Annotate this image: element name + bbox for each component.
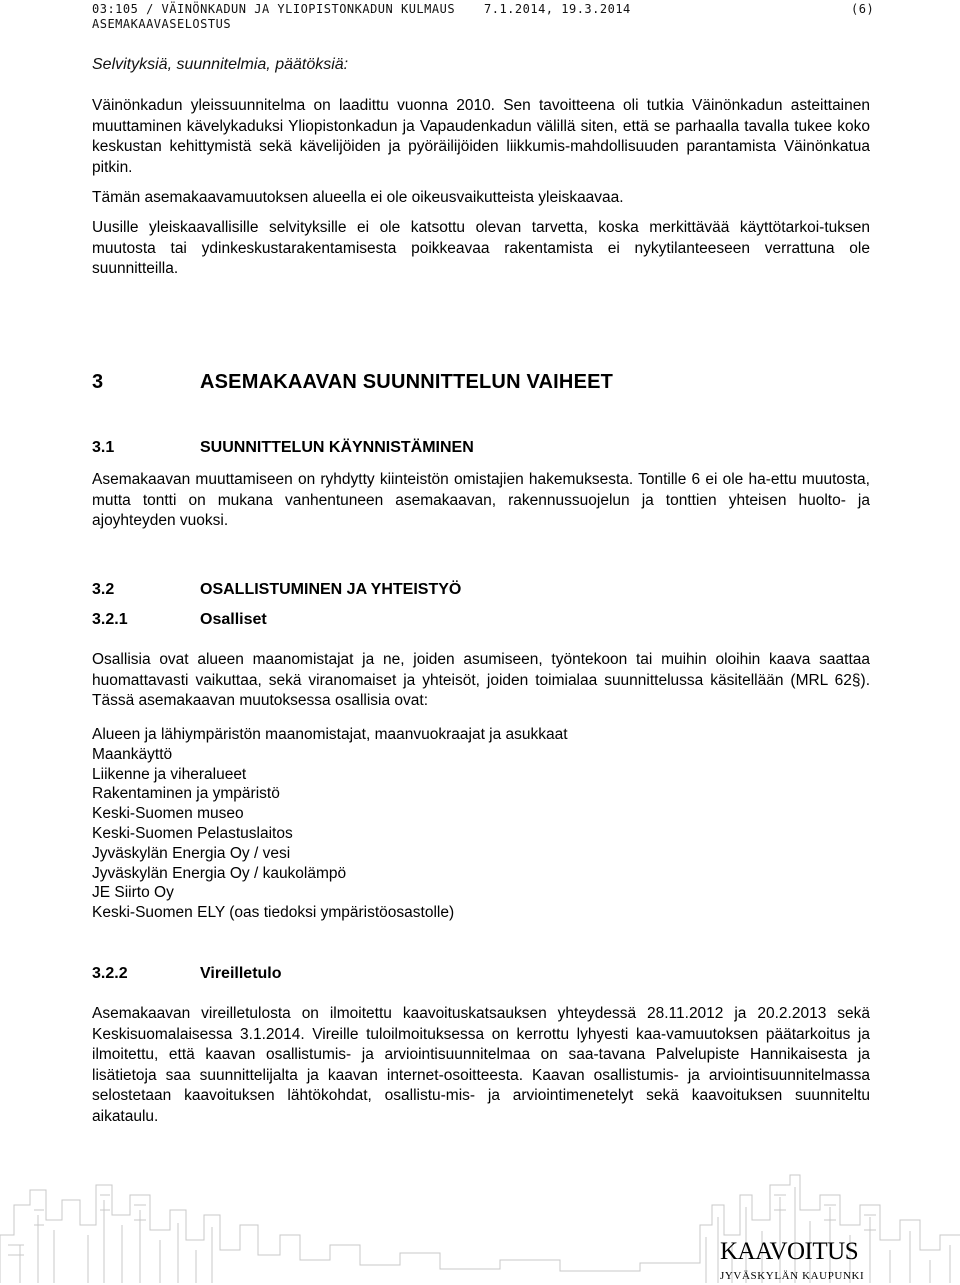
section-heading-3 [92, 372, 870, 393]
intro-paragraph-1: Väinönkadun yleissuunnitelma on laadittu vuonna 2010. Sen tavoitteena oli tutkia Väinönkadun asteittainen muuttaminen kävelykaduksi Yliopistonkadun ja Vapaudenkadun välillä siten, että se parhaalla tavalla tukee koko keskustan kehittymistä sekä kävelijöiden ja pyöräilijöiden liikkumis-mahdollisuuden parantamista Väinönkatua pitkin. [92, 97, 870, 176]
section-heading-3-2 [92, 580, 870, 601]
section-3-2-2-body: Asemakaavan vireilletulosta on ilmoitettu kaavoituskatsauksen yhteydessä 28.11.2012 ja 20.2.2013 sekä Keskisuomalaisessa 3.1.2014. Vireille tuloilmoituksessa on kerrottu lyhyesti kaa-vamuutoksen päätarkoitus ja ilmoitettu, että kaavan osallistumis- ja arviointisuunnitelmaa on saa-tavana Palvelupiste Hannikaisesta ja lisätietoja saa suunnittelijalta ja kaavan internet-osoitteesta. Kaavan osallistumis- ja arviointisuunnitelmassa selostetaan kaavoituksen lähtökohdat, osallistu-mis- ja arviointimenetelyt sekä kaavoituksen suunniteltu aikataulu. [92, 1005, 870, 1125]
list-item: Keski-Suomen Pelastuslaitos [92, 824, 293, 842]
section-title: OSALLISTUMINEN JA YHTEISTYÖ [200, 581, 462, 598]
section-number: 3.2.2 [92, 965, 128, 982]
section-heading-3-1 [92, 438, 870, 459]
header-reference: 03:105 / VÄINÖNKADUN JA YLIOPISTONKADUN KULMAUS [92, 2, 456, 16]
header-page-number: (6) [851, 2, 875, 16]
intro-paragraph-3: Uusille yleiskaavallisille selvityksille ei ole katsottu olevan tarvetta, koska merkittävää käyttötarkoi-tuksen muutosta tai ydinkeskustarakentamisesta poikkeavaa rakentamista ei nykytilanteeseen verrattuna ole suunnitteilla. [92, 219, 870, 277]
section-heading-3-2-2 [92, 964, 870, 985]
subtitle: Selvityksiä, suunnitelmia, päätöksiä: [92, 56, 349, 73]
section-3-1-body: Asemakaavan muuttamiseen on ryhdytty kiinteistön omistajien hakemuksesta. Tontille 6 ei ole ha-ettu muutosta, mutta tontti on mukana vanhentuneen asemakaavan, rakennussuojelun ja tonttien yhteisen huolto- ja ajoyhteyden vuoksi. [92, 471, 870, 529]
list-item: Alueen ja lähiympäristön maanomistajat, maanvuokraajat ja asukkaat [92, 726, 568, 743]
list-item: Maankäyttö [92, 745, 173, 763]
intro-paragraph-2: Tämän asemakaavamuutoksen alueella ei ole oikeusvaikutteista yleiskaavaa. [92, 189, 624, 206]
list-item: Liikenne ja viheralueet [92, 765, 247, 783]
list-item: Rakentaminen ja ympäristö [92, 785, 280, 803]
list-item: Jyväskylän Energia Oy / kaukolämpö [92, 864, 347, 882]
section-heading-3-2-1 [92, 610, 870, 631]
list-item: JE Siirto Oy [92, 884, 174, 902]
section-number: 3 [92, 371, 104, 393]
section-title: Osalliset [200, 611, 267, 628]
section-number: 3.1 [92, 439, 115, 456]
section-number: 3.2 [92, 581, 115, 598]
kaavoitus-logo [720, 1238, 880, 1282]
list-item: Keski-Suomen museo [92, 805, 244, 823]
list-item: Keski-Suomen ELY (oas tiedoksi ympäristöosastolle) [92, 904, 455, 922]
stakeholder-list [92, 725, 870, 923]
section-title: Vireilletulo [200, 965, 282, 982]
logo-text: KAAVOITUS [720, 1238, 859, 1265]
section-title: SUUNNITTELUN KÄYNNISTÄMINEN [200, 439, 474, 456]
section-title: ASEMAKAAVAN SUUNNITTELUN VAIHEET [200, 371, 614, 393]
section-number: 3.2.1 [92, 611, 128, 628]
city-name: JYVÄSKYLÄN KAUPUNKI [720, 1270, 865, 1282]
header-doc-type: ASEMAKAAVASELOSTUS [92, 17, 232, 31]
header-dates: 7.1.2014, 19.3.2014 [484, 2, 631, 16]
list-item: Jyväskylän Energia Oy / vesi [92, 844, 291, 862]
section-3-2-1-body: Osallisia ovat alueen maanomistajat ja ne, joiden asumiseen, työntekoon tai muihin oloihin kaava saattaa huomattavasti vaikuttaa, sekä viranomaiset ja yhteisöt, joiden toimialaa suunnittelussa käsitellään (MRL 62§). Tässä asemakaavan muutoksessa osallisia ovat: [92, 651, 870, 709]
